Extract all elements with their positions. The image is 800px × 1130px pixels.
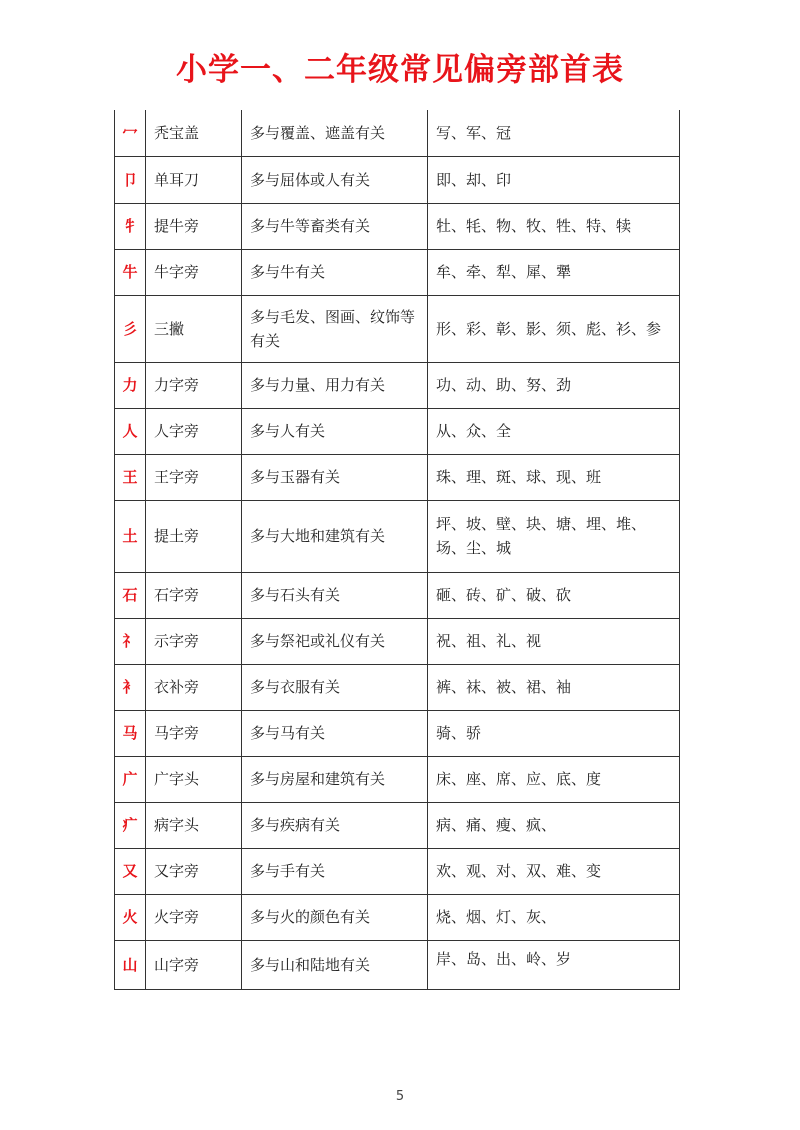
examples-cell: 坪、坡、壁、块、塘、埋、堆、场、尘、城 (428, 500, 680, 572)
meaning-cell: 多与人有关 (242, 408, 428, 454)
table-row (115, 940, 680, 989)
radical-cell: 广 (115, 756, 146, 802)
page-number: 5 (395, 1089, 405, 1104)
radical-name-cell: 提土旁 (146, 500, 242, 572)
radical-name-cell: 秃宝盖 (146, 110, 242, 156)
meaning-cell: 多与手有关 (242, 848, 428, 894)
examples-cell: 珠、理、斑、球、现、班 (428, 454, 680, 500)
examples-cell: 床、座、席、应、底、度 (428, 756, 680, 802)
meaning-cell: 多与毛发、图画、纹饰等有关 (242, 295, 428, 362)
radical-cell: 土 (115, 500, 146, 572)
radical-name-cell: 示字旁 (146, 618, 242, 664)
examples-cell: 牟、牵、犁、犀、犟 (428, 249, 680, 295)
meaning-cell: 多与衣服有关 (242, 664, 428, 710)
radical-cell: 礻 (115, 618, 146, 664)
radical-table (114, 110, 680, 990)
radical-name-cell: 火字旁 (146, 894, 242, 940)
radical-name-cell: 力字旁 (146, 362, 242, 408)
examples-cell: 牡、牦、物、牧、牲、特、犊 (428, 203, 680, 249)
table-row (115, 802, 680, 848)
radical-name-cell: 又字旁 (146, 848, 242, 894)
examples-cell: 裤、袜、被、裙、袖 (428, 664, 680, 710)
radical-name-cell: 牛字旁 (146, 249, 242, 295)
radical-cell: 火 (115, 894, 146, 940)
radical-cell: 力 (115, 362, 146, 408)
radical-cell: 冖 (115, 110, 146, 156)
examples-cell: 砸、砖、矿、破、砍 (428, 572, 680, 618)
radical-name-cell: 三撇 (146, 295, 242, 362)
table-row (115, 710, 680, 756)
radical-cell: 牛 (115, 249, 146, 295)
radical-cell: 人 (115, 408, 146, 454)
table-row (115, 894, 680, 940)
table-row (115, 156, 680, 203)
examples-cell: 病、痛、瘦、疯、 (428, 802, 680, 848)
table-row (115, 454, 680, 500)
radical-cell: 彡 (115, 295, 146, 362)
meaning-cell: 多与祭祀或礼仪有关 (242, 618, 428, 664)
meaning-cell: 多与力量、用力有关 (242, 362, 428, 408)
meaning-cell: 多与大地和建筑有关 (242, 500, 428, 572)
meaning-cell: 多与屈体或人有关 (242, 156, 428, 203)
examples-cell: 骑、骄 (428, 710, 680, 756)
radical-name-cell: 王字旁 (146, 454, 242, 500)
meaning-cell: 多与山和陆地有关 (242, 940, 428, 989)
radical-name-cell: 病字头 (146, 802, 242, 848)
radical-name-cell: 山字旁 (146, 940, 242, 989)
table-row (115, 756, 680, 802)
table-row (115, 848, 680, 894)
radical-cell: 石 (115, 572, 146, 618)
radical-name-cell: 衣补旁 (146, 664, 242, 710)
radical-cell: 卩 (115, 156, 146, 203)
meaning-cell: 多与疾病有关 (242, 802, 428, 848)
meaning-cell: 多与玉器有关 (242, 454, 428, 500)
table-row (115, 408, 680, 454)
table-row (115, 203, 680, 249)
radical-name-cell: 人字旁 (146, 408, 242, 454)
table-row (115, 362, 680, 408)
radical-cell: 又 (115, 848, 146, 894)
radical-name-cell: 石字旁 (146, 572, 242, 618)
meaning-cell: 多与覆盖、遮盖有关 (242, 110, 428, 156)
meaning-cell: 多与牛有关 (242, 249, 428, 295)
meaning-cell: 多与火的颜色有关 (242, 894, 428, 940)
radical-cell: 马 (115, 710, 146, 756)
radical-cell: 疒 (115, 802, 146, 848)
table-row (115, 249, 680, 295)
table-row (115, 664, 680, 710)
radical-name-cell: 提牛旁 (146, 203, 242, 249)
table-row (115, 618, 680, 664)
examples-cell: 形、彩、彰、影、须、彪、衫、参 (428, 295, 680, 362)
table-row (115, 500, 680, 572)
examples-cell: 欢、观、对、双、难、变 (428, 848, 680, 894)
radical-name-cell: 单耳刀 (146, 156, 242, 203)
examples-cell: 从、众、全 (428, 408, 680, 454)
radical-name-cell: 马字旁 (146, 710, 242, 756)
radical-cell: 衤 (115, 664, 146, 710)
radical-name-cell: 广字头 (146, 756, 242, 802)
meaning-cell: 多与石头有关 (242, 572, 428, 618)
table-row (115, 295, 680, 362)
examples-cell: 岸、岛、出、岭、岁 (428, 940, 680, 989)
radical-cell: 王 (115, 454, 146, 500)
meaning-cell: 多与房屋和建筑有关 (242, 756, 428, 802)
examples-cell: 即、却、印 (428, 156, 680, 203)
examples-cell: 祝、祖、礼、视 (428, 618, 680, 664)
meaning-cell: 多与牛等畜类有关 (242, 203, 428, 249)
examples-cell: 功、动、助、努、劲 (428, 362, 680, 408)
table-row (115, 572, 680, 618)
examples-cell: 烧、烟、灯、灰、 (428, 894, 680, 940)
examples-cell: 写、军、冠 (428, 110, 680, 156)
table-row (115, 110, 680, 156)
radical-cell: 牜 (115, 203, 146, 249)
radical-cell: 山 (115, 940, 146, 989)
page-title: 小学一、二年级常见偏旁部首表 (176, 52, 624, 88)
meaning-cell: 多与马有关 (242, 710, 428, 756)
